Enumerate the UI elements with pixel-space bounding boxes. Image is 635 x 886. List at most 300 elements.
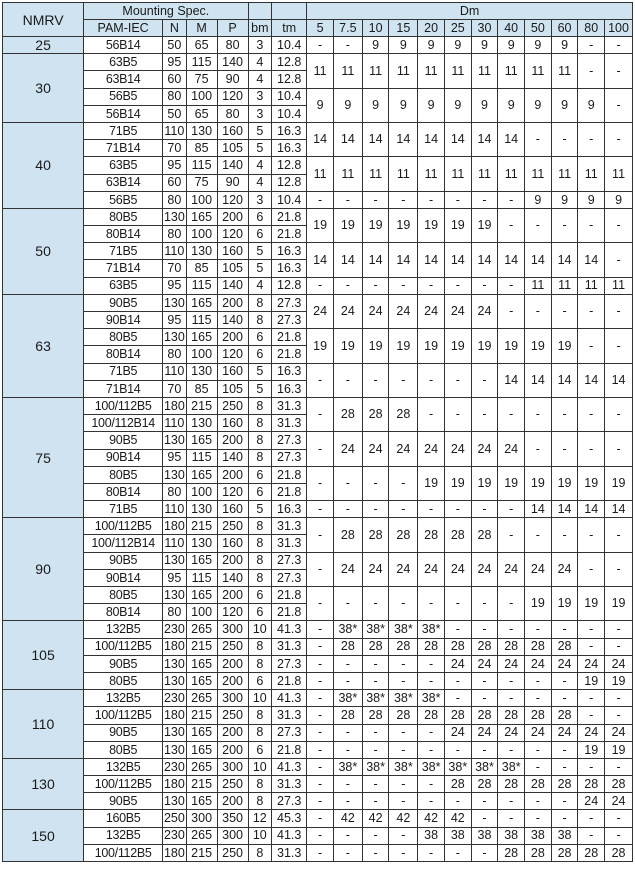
dm-value-cell: 28 (362, 638, 389, 655)
tm-cell: 16.3 (272, 380, 307, 397)
n-cell: 70 (163, 260, 186, 277)
p-cell: 140 (217, 312, 248, 329)
tm-cell: 16.3 (272, 122, 307, 139)
dm-value-cell: 24 (333, 432, 362, 466)
m-cell: 115 (186, 449, 217, 466)
bm-cell: 5 (248, 260, 271, 277)
n-cell: 80 (163, 191, 186, 208)
n-cell: 50 (163, 105, 186, 122)
dm-value-cell: 19 (471, 466, 498, 500)
dm-value-cell: 19 (578, 466, 605, 500)
dm-value-cell: 28 (444, 518, 471, 552)
tm-cell: 31.3 (272, 397, 307, 414)
tm-cell: 27.3 (272, 312, 307, 329)
dm-value-cell: - (471, 397, 498, 431)
dm-value-cell: - (389, 741, 418, 758)
m-cell: 115 (186, 312, 217, 329)
dm-value-cell: 24 (444, 552, 471, 586)
dm-value-cell: 19 (307, 329, 334, 363)
m-cell: 300 (186, 810, 217, 827)
dm-col-header: 7.5 (333, 20, 362, 37)
n-cell: 230 (163, 690, 185, 705)
p-cell: 200 (217, 655, 248, 672)
nmrv-size-cell: 105 (3, 621, 84, 690)
dm-value-cell: 24 (471, 294, 498, 328)
dm-value-cell: - (525, 294, 552, 328)
dm-value-cell: 11 (498, 54, 525, 88)
pam-cell: 100/112B14 (84, 415, 163, 432)
m-cell: 265 (186, 621, 217, 638)
dm-value-cell: - (418, 501, 445, 518)
table-row (3, 397, 633, 414)
dm-value-cell: - (307, 518, 334, 552)
dm-value-cell: - (333, 672, 362, 689)
bm-cell: 3 (248, 191, 271, 208)
table-row (3, 363, 633, 380)
n-cell: 110 (164, 364, 185, 379)
n-cell: 110 (164, 123, 185, 138)
dm-value-cell: 38* (362, 758, 389, 775)
dm-value-cell: - (307, 741, 334, 758)
n-cell: 130 (163, 656, 185, 671)
p-cell: 80 (217, 37, 248, 54)
dm-value-cell: 19 (471, 208, 498, 242)
dm-value-cell: - (525, 741, 552, 758)
dm-col-header: 20 (418, 20, 445, 37)
n-cell: 130 (163, 587, 185, 602)
dm-value-cell: - (389, 363, 418, 397)
dm-value-cell: 28 (551, 638, 578, 655)
dm-value-cell: 24 (389, 552, 418, 586)
dm-value-cell: - (578, 638, 605, 655)
m-cell: 165 (186, 672, 217, 689)
dm-value-cell: 19 (389, 208, 418, 242)
dm-value-cell: - (471, 363, 498, 397)
dm-value-cell: 28 (578, 844, 605, 861)
dm-value-cell: - (578, 621, 605, 638)
dm-header: Dm (307, 3, 633, 20)
table-row (3, 501, 633, 518)
tm-cell: 27.3 (272, 655, 307, 672)
dm-value-cell: 14 (471, 243, 498, 277)
dm-value-cell: 9 (444, 37, 471, 54)
tm-cell: 21.8 (272, 604, 307, 621)
table-row (3, 638, 633, 655)
dm-value-cell: 38 (551, 827, 578, 844)
dm-value-cell: 9 (444, 88, 471, 122)
p-cell: 120 (217, 346, 248, 363)
dm-value-cell: - (307, 552, 334, 586)
p-cell: 120 (217, 226, 248, 243)
n-cell: 130 (163, 295, 185, 310)
dm-value-cell: 38* (333, 690, 362, 707)
dm-value-cell: - (307, 37, 334, 54)
n-cell: 110 (164, 536, 185, 551)
bm-cell: 8 (248, 793, 271, 810)
dm-value-cell: 14 (362, 243, 389, 277)
dm-value-cell: - (307, 397, 334, 431)
dm-value-cell: 14 (362, 122, 389, 156)
dm-value-cell: 11 (389, 54, 418, 88)
dm-value-cell: 24 (333, 552, 362, 586)
dm-value-cell: 19 (389, 329, 418, 363)
dm-value-cell: 38 (525, 827, 552, 844)
dm-value-cell: 14 (333, 122, 362, 156)
dm-value-cell: 9 (605, 191, 633, 208)
p-cell: 300 (217, 758, 248, 775)
dm-value-cell: - (498, 501, 525, 518)
n-cell: 180 (163, 845, 185, 860)
pam-cell: 100/112B14 (84, 535, 163, 552)
dm-value-cell: - (525, 518, 552, 552)
dm-value-cell: 9 (389, 88, 418, 122)
table-row (3, 776, 633, 793)
dm-value-cell: 24 (525, 552, 552, 586)
dm-value-cell: 24 (362, 432, 389, 466)
dm-value-cell: - (551, 672, 578, 689)
p-cell: 250 (217, 518, 248, 535)
dm-value-cell: 9 (498, 37, 525, 54)
pam-cell: 90B14 (84, 569, 163, 586)
p-cell: 250 (217, 776, 248, 793)
pam-cell: 63B5 (84, 157, 163, 174)
dm-value-cell: 11 (605, 277, 633, 294)
bm-cell: 8 (248, 724, 271, 741)
dm-value-cell: - (307, 655, 334, 672)
dm-value-cell: - (578, 827, 605, 844)
dm-value-cell: - (578, 54, 605, 88)
bm-cell: 3 (248, 88, 271, 105)
dm-value-cell: - (333, 466, 362, 500)
dm-value-cell: 28 (362, 397, 389, 431)
dm-value-cell: - (389, 844, 418, 861)
dm-value-cell: 28 (333, 707, 362, 724)
bm-cell: 8 (248, 638, 271, 655)
dm-value-cell: 24 (498, 552, 525, 586)
dm-value-cell: - (605, 37, 633, 54)
pam-cell: 80B5 (84, 672, 163, 689)
dm-value-cell: 24 (362, 552, 389, 586)
dm-value-cell: 28 (551, 707, 578, 724)
dm-value-cell: 9 (362, 88, 389, 122)
dm-value-cell: 14 (578, 243, 605, 277)
dm-value-cell: 28 (333, 397, 362, 431)
dm-value-cell: 11 (471, 54, 498, 88)
dm-value-cell: - (307, 621, 334, 638)
tm-cell: 12.8 (272, 54, 307, 71)
dm-value-cell: - (389, 466, 418, 500)
pam-cell: 71B5 (84, 501, 163, 518)
dm-value-cell: 9 (307, 88, 334, 122)
dm-value-cell: 14 (498, 243, 525, 277)
dm-value-cell: 9 (418, 37, 445, 54)
dm-value-cell: - (418, 844, 445, 861)
dm-value-cell: - (389, 191, 418, 208)
table-row (3, 758, 633, 775)
dm-value-cell: - (471, 810, 498, 827)
dm-value-cell: 19 (498, 466, 525, 500)
dm-value-cell: 19 (605, 466, 633, 500)
dm-value-cell: - (444, 277, 471, 294)
p-cell: 200 (217, 793, 248, 810)
dm-value-cell: - (525, 793, 552, 810)
table-row (3, 243, 633, 260)
dm-value-cell: - (418, 793, 445, 810)
dm-value-cell: 11 (551, 277, 578, 294)
dm-value-cell: - (525, 432, 552, 466)
dm-value-cell: - (307, 724, 334, 741)
dm-value-cell: 24 (551, 655, 578, 672)
dm-value-cell: 24 (444, 294, 471, 328)
table-row (3, 466, 633, 483)
bm-cell: 8 (248, 569, 271, 586)
m-cell: 215 (186, 844, 217, 861)
dm-value-cell: 9 (525, 88, 552, 122)
dm-value-cell: - (605, 397, 633, 431)
tm-cell: 10.4 (272, 88, 307, 105)
dm-value-cell: - (498, 294, 525, 328)
dm-value-cell: - (605, 518, 633, 552)
tm-cell: 45.3 (272, 810, 307, 827)
dm-value-cell: 9 (362, 37, 389, 54)
dm-value-cell: - (307, 363, 334, 397)
dm-value-cell: 11 (551, 54, 578, 88)
dm-value-cell: 9 (578, 191, 605, 208)
bm-cell: 5 (248, 380, 271, 397)
tm-cell: 12.8 (272, 277, 307, 294)
pam-cell: 63B5 (84, 277, 163, 294)
n-cell: 230 (163, 828, 185, 843)
dm-value-cell: - (578, 432, 605, 466)
tm-cell: 12.8 (272, 71, 307, 88)
n-cell: 250 (163, 811, 185, 826)
n-cell: 130 (163, 725, 185, 740)
dm-value-cell: 9 (525, 37, 552, 54)
dm-value-cell: - (525, 690, 552, 707)
bm-cell: 5 (248, 140, 271, 157)
n-cell: 95 (163, 157, 186, 174)
dm-value-cell: - (333, 363, 362, 397)
dm-value-cell: - (471, 793, 498, 810)
p-cell: 90 (217, 174, 248, 191)
dm-value-cell: - (362, 655, 389, 672)
dm-value-cell: 19 (333, 208, 362, 242)
dm-value-cell: - (498, 621, 525, 638)
bm-cell: 8 (248, 449, 271, 466)
m-cell: 75 (186, 71, 217, 88)
pam-cell: 90B5 (84, 432, 163, 449)
dm-value-cell: - (418, 191, 445, 208)
pam-cell: 71B14 (84, 380, 163, 397)
dm-value-cell: 14 (525, 363, 552, 397)
pam-cell: 80B5 (84, 329, 163, 346)
bm-cell: 5 (248, 122, 271, 139)
dm-value-cell: 11 (578, 277, 605, 294)
m-cell: 130 (186, 363, 217, 380)
bm-cell: 6 (248, 329, 271, 346)
dm-value-cell: 38* (389, 690, 418, 707)
dm-value-cell: - (389, 277, 418, 294)
dm-value-cell: 28 (444, 638, 471, 655)
bm-cell: 8 (248, 707, 271, 724)
dm-value-cell: 24 (444, 724, 471, 741)
table-row (3, 122, 633, 139)
n-cell: 110 (164, 501, 185, 516)
dm-value-cell: - (551, 294, 578, 328)
dm-value-cell: - (551, 432, 578, 466)
dm-value-cell: - (471, 690, 498, 707)
bm-cell: 8 (248, 397, 271, 414)
dm-value-cell: 24 (389, 432, 418, 466)
p-cell: 120 (217, 191, 248, 208)
dm-value-cell: - (578, 690, 605, 707)
dm-col-header: 50 (525, 20, 552, 37)
dm-value-cell: - (418, 741, 445, 758)
tm-cell: 31.3 (272, 518, 307, 535)
tm-cell: 27.3 (272, 793, 307, 810)
dm-value-cell: 14 (525, 501, 552, 518)
dm-value-cell: 11 (551, 157, 578, 191)
dm-value-cell: - (307, 432, 334, 466)
pam-cell: 71B14 (84, 260, 163, 277)
p-cell: 160 (217, 243, 248, 260)
p-cell: 105 (217, 260, 248, 277)
dm-value-cell: 38* (471, 758, 498, 775)
table-row (3, 587, 633, 604)
p-cell: 160 (217, 363, 248, 380)
dm-value-cell: - (525, 397, 552, 431)
dm-value-cell: 38* (444, 758, 471, 775)
dm-col-header: 80 (578, 20, 605, 37)
tm-cell: 31.3 (272, 638, 307, 655)
dm-value-cell: - (444, 191, 471, 208)
table-row (3, 432, 633, 449)
dm-value-cell: - (333, 844, 362, 861)
tm-cell: 27.3 (272, 552, 307, 569)
n-cell: 70 (163, 140, 186, 157)
dm-value-cell: - (578, 208, 605, 242)
table-row (3, 54, 633, 71)
dm-value-cell: 11 (362, 157, 389, 191)
bm-cell: 10 (248, 758, 271, 775)
tm-cell: 21.8 (272, 346, 307, 363)
n-cell: 95 (163, 277, 186, 294)
dm-value-cell: - (333, 655, 362, 672)
p-cell: 200 (217, 208, 248, 225)
dm-value-cell: 28 (498, 844, 525, 861)
p-cell: 105 (217, 140, 248, 157)
dm-value-cell: 14 (418, 243, 445, 277)
dm-value-cell: 28 (525, 707, 552, 724)
dm-value-cell: 38 (498, 827, 525, 844)
p-cell: 200 (217, 466, 248, 483)
bm-cell: 4 (248, 277, 271, 294)
tm-cell: 31.3 (272, 707, 307, 724)
dm-value-cell: - (471, 844, 498, 861)
tm-cell: 21.8 (272, 483, 307, 500)
dm-value-cell: - (578, 758, 605, 775)
dm-value-cell: 14 (307, 122, 334, 156)
mounting-spec-table (2, 2, 633, 862)
dm-value-cell: - (389, 724, 418, 741)
dm-value-cell: 24 (578, 655, 605, 672)
n-cell: 80 (163, 88, 186, 105)
dm-value-cell: - (418, 363, 445, 397)
dm-value-cell: - (362, 191, 389, 208)
pam-cell: 100/112B5 (84, 844, 163, 861)
n-cell: 110 (164, 415, 185, 430)
dm-value-cell: - (362, 466, 389, 500)
pam-cell: 56B14 (84, 105, 163, 122)
dm-value-cell: 24 (498, 432, 525, 466)
pam-cell: 90B5 (84, 793, 163, 810)
dm-value-cell: - (333, 724, 362, 741)
dm-value-cell: 28 (525, 776, 552, 793)
table-row (3, 191, 633, 208)
dm-value-cell: 11 (333, 54, 362, 88)
m-cell: 165 (186, 655, 217, 672)
dm-value-cell: - (418, 397, 445, 431)
dm-value-cell: 28 (444, 707, 471, 724)
dm-value-cell: 42 (444, 810, 471, 827)
dm-value-cell: 24 (471, 432, 498, 466)
pam-cell: 90B5 (84, 655, 163, 672)
m-cell: 115 (186, 569, 217, 586)
dm-value-cell: - (307, 638, 334, 655)
table-row (3, 518, 633, 535)
tm-cell: 27.3 (272, 294, 307, 311)
m-cell: 165 (186, 294, 217, 311)
dm-value-cell: - (333, 191, 362, 208)
dm-value-cell: 24 (605, 793, 633, 810)
bm-cell: 4 (248, 54, 271, 71)
n-cell: 95 (163, 54, 186, 71)
dm-value-cell: 38 (444, 827, 471, 844)
pam-cell: 71B5 (84, 122, 163, 139)
n-cell: 130 (163, 553, 185, 568)
pam-cell: 80B14 (84, 483, 163, 500)
bm-cell: 10 (248, 690, 271, 707)
pam-cell: 132B5 (84, 621, 163, 638)
dm-value-cell: 11 (362, 54, 389, 88)
dm-value-cell: 9 (498, 88, 525, 122)
pam-cell: 132B5 (84, 690, 163, 707)
dm-value-cell: 14 (498, 363, 525, 397)
table-row (3, 552, 633, 569)
n-cell: 180 (163, 776, 185, 791)
p-cell: 300 (217, 621, 248, 638)
dm-value-cell: - (605, 758, 633, 775)
dm-value-cell: 19 (418, 329, 445, 363)
dm-value-cell: 24 (525, 724, 552, 741)
dm-value-cell: - (605, 638, 633, 655)
dm-value-cell: - (551, 397, 578, 431)
dm-value-cell: - (498, 518, 525, 552)
dm-value-cell: - (333, 501, 362, 518)
pam-cell: 90B5 (84, 724, 163, 741)
tm-cell: 21.8 (272, 208, 307, 225)
tm-cell: 16.3 (272, 140, 307, 157)
bm-cell: 8 (248, 415, 271, 432)
dm-value-cell: - (498, 208, 525, 242)
dm-value-cell: 28 (389, 638, 418, 655)
dm-value-cell: 9 (333, 88, 362, 122)
dm-value-cell: - (333, 37, 362, 54)
dm-value-cell: 14 (333, 243, 362, 277)
dm-value-cell: - (578, 518, 605, 552)
bm-cell: 8 (248, 535, 271, 552)
dm-value-cell: - (444, 363, 471, 397)
